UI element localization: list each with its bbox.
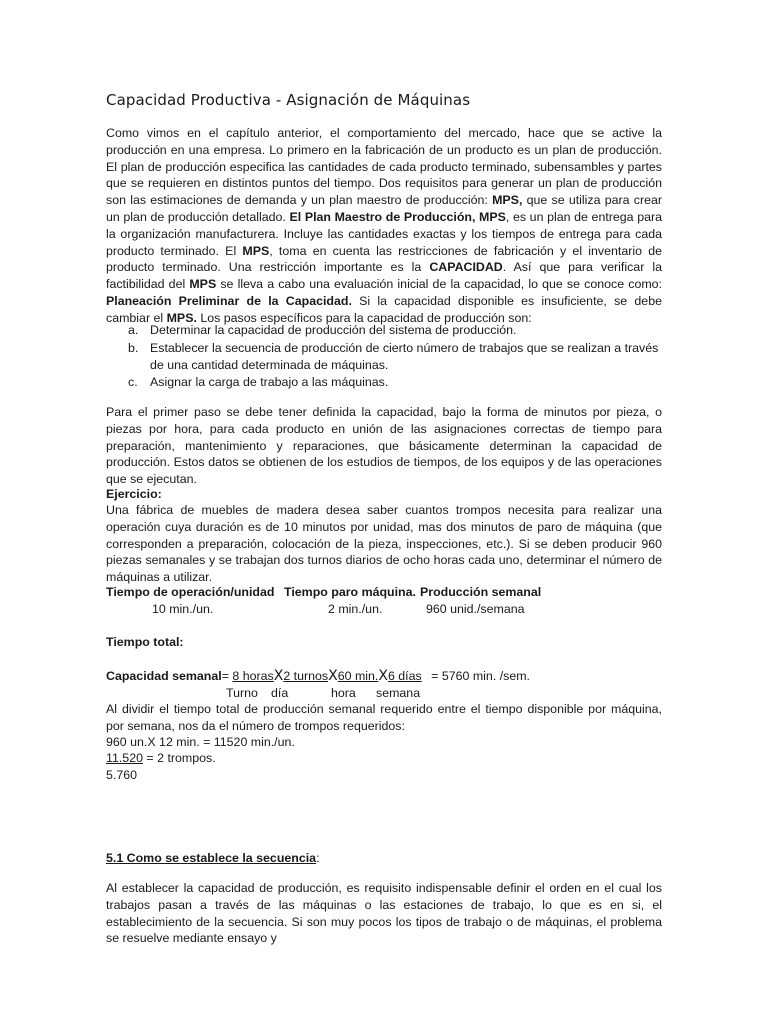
- section-heading-text: 5.1 Como se establece la secuencia: [106, 851, 317, 865]
- factor-shifts: 2 turnos: [283, 669, 329, 683]
- list-item: [128, 322, 662, 339]
- times-sign: X: [378, 668, 388, 684]
- capacity-formula: [106, 668, 530, 684]
- list-item-text: Asignar la carga de trabajo a las máquinas.: [150, 375, 389, 390]
- intro-bold-7: MPS.: [166, 310, 197, 325]
- section-paragraph: Al establecer la capacidad de producción, es requisito indispensable definir el orden en el cual los trabajos pasan a través de las máquinas o las estaciones de trabajo, lo que es en si, el establecimiento de la secuencia. Si son muy pocos los tipos de trabajo o de máquinas, el problema se resuelve mediante ensayo y: [106, 881, 662, 946]
- steps-list: [128, 322, 662, 392]
- intro-paragraph: [106, 125, 662, 327]
- intro-bold-2: El Plan Maestro de Producción, MPS: [289, 209, 506, 224]
- fraction-numerator: 11.520: [106, 751, 143, 765]
- calc-result: = 2 trompos.: [142, 751, 216, 765]
- list-item: [128, 374, 662, 391]
- col-header-production: Producción semanal: [420, 585, 542, 599]
- times-sign: X: [273, 668, 284, 684]
- value-stop: 2 min./un.: [328, 602, 383, 616]
- intro-text-4: , toma en cuenta las restricciones de fabricación y el inventario de producto terminado. Una restricción importante es la: [106, 243, 663, 275]
- denominator-turno: Turno: [226, 686, 258, 700]
- list-marker: b.: [128, 340, 139, 355]
- exercise-text: Una fábrica de muebles de madera desea saber cuantos trompos necesita para realizar una operación cuya duración es de 10 minutos por unidad, mas dos minutos de paro de máquina (que corresponden a preparación, colocación de la pieza, inspecciones, etc.). Si se deben producir 960 piezas semanales y se trabajan dos turnos diarios de ocho horas cada uno, determinar el número de máquinas a utilizar.: [106, 503, 662, 585]
- exercise-heading: Ejercicio:: [106, 487, 162, 501]
- capacity-paragraph: Para el primer paso se debe tener definida la capacidad, bajo la forma de minutos por pieza, o piezas por hora, para cada producto en unión de las asignaciones correctas de tiempo para preparación, mantenimiento y reparaciones, que básicamente determinan la capacidad de producción. Estos datos se obtienen de los estudios de tiempos, de los equipos y de las operaciones que se ejecutan.: [106, 405, 662, 487]
- intro-text-2: que se utiliza para crear un plan de producción detallado.: [106, 193, 662, 224]
- intro-bold-5: MPS: [189, 277, 217, 292]
- denominator-hora: hora: [331, 686, 356, 700]
- equals-sign: =: [221, 669, 229, 683]
- intro-text-7: Si la capacidad disponible es insuficiente, se debe cambiar el: [106, 293, 662, 325]
- value-operation: 10 min./un.: [152, 602, 214, 616]
- denominator-dia: día: [271, 686, 289, 700]
- value-production: 960 unid./semana: [426, 602, 525, 616]
- intro-bold-4: CAPACIDAD: [429, 260, 503, 275]
- intro-text-1: Como vimos en el capítulo anterior, el comportamiento del mercado, hace que se active la producción en una empresa. Lo primero en la fabricación de un producto es un plan de producción. El plan de producción especifica las cantidades de cada producto terminado, subensambles y partes que se requieren en distintos puntos del tiempo. Dos requisitos para generar un plan de producción son las estimaciones de demanda y un plan maestro de producción:: [106, 126, 662, 208]
- calc-line-1: 960 un.X 12 min. = 11520 min./un.: [106, 735, 295, 749]
- list-item-text: Establecer la secuencia de producción de cierto número de trabajos que se realizan a través de una cantidad determinada de máquinas.: [150, 340, 659, 372]
- list-marker: a.: [128, 323, 139, 337]
- col-header-stop: Tiempo paro máquina.: [284, 585, 416, 599]
- denominator-semana: semana: [376, 686, 421, 700]
- list-item-text: Determinar la capacidad de producción del sistema de producción.: [150, 323, 517, 337]
- total-heading: Tiempo total:: [106, 635, 184, 649]
- calc-paragraph: Al dividir el tiempo total de producción semanal requerido entre el tiempo disponible por máquina, por semana, nos da el número de trompos requeridos:: [106, 702, 662, 733]
- fraction-denominator: 5.760: [106, 768, 138, 782]
- section-colon: :: [316, 851, 320, 865]
- document-title: Capacidad Productiva - Asignación de Máquinas: [106, 91, 471, 109]
- capacity-result: = 5760 min. /sem.: [431, 669, 531, 683]
- intro-text-3: , es un plan de entrega para la organización manufacturera. Incluye las cantidades exactas y los tiempos de entrega para cada producto terminado. El: [106, 209, 662, 258]
- intro-text-5: . Así que para verificar la factibilidad del: [106, 260, 662, 292]
- factor-days: 6 días: [387, 669, 422, 683]
- factor-hours: 8 horas: [232, 669, 274, 683]
- col-header-operation: Tiempo de operación/unidad: [106, 585, 275, 599]
- factor-minutes: 60 min.: [337, 669, 379, 683]
- intro-bold-3: MPS: [242, 243, 270, 258]
- intro-text-8: Los pasos específicos para la capacidad de producción son:: [196, 310, 532, 325]
- intro-bold-1: MPS,: [492, 193, 523, 208]
- intro-text-6: se lleva a cabo una evaluación inicial de la capacidad, lo que se conoce como:: [216, 277, 662, 292]
- section-heading: [106, 850, 320, 866]
- list-item: [128, 340, 662, 374]
- capacity-label: Capacidad semanal: [106, 669, 222, 683]
- list-marker: c.: [128, 375, 138, 390]
- calc-line-2: [106, 750, 216, 766]
- intro-bold-6: Planeación Preliminar de la Capacidad.: [106, 293, 352, 308]
- times-sign: X: [328, 668, 338, 684]
